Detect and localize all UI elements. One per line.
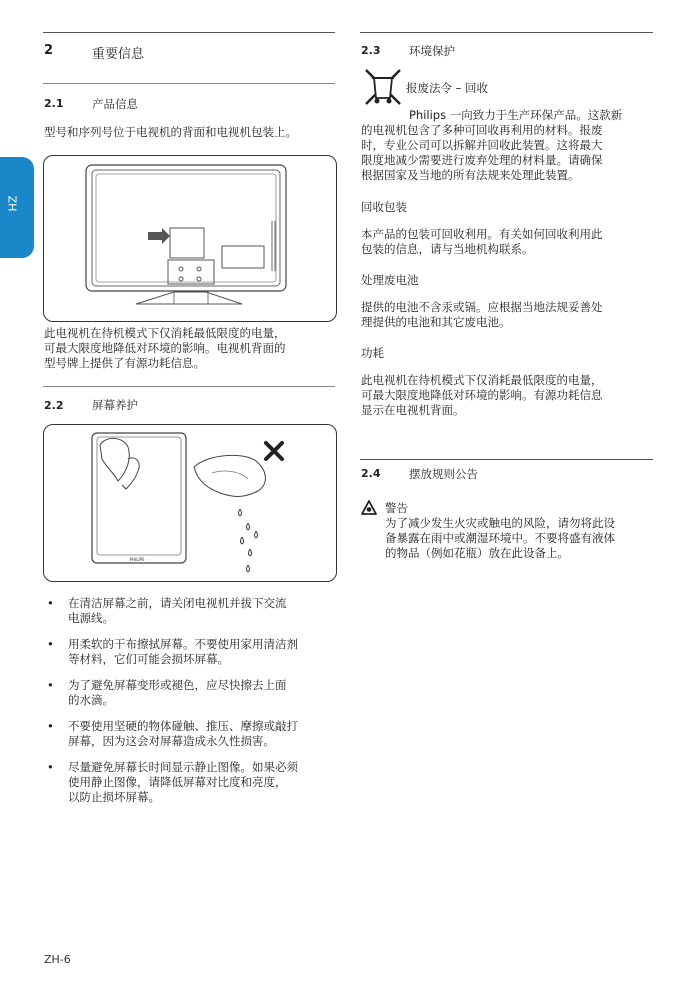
warning-title: 警告 (385, 501, 408, 515)
language-tab (0, 157, 34, 258)
list-item-line: • 为了避免屏幕变形或褪色，应尽快擦去上面 (68, 678, 287, 692)
screen-care-illustration (44, 425, 336, 581)
tv-back-illustration (44, 156, 336, 321)
list-item (44, 719, 336, 749)
list-item-line: 电源线。 (68, 611, 114, 625)
section-rule (43, 83, 335, 84)
recycle-bin-icon (362, 66, 404, 108)
list-item (44, 637, 336, 667)
section-number: 2 (44, 43, 54, 58)
warning-text (385, 516, 615, 561)
caption-line: 可最大限度地降低对环境的影响。电视机背面的 (44, 341, 286, 355)
subsection-title: 屏幕养护 (92, 398, 138, 412)
text-line: 理提供的电池和其它废电池。 (361, 315, 511, 329)
list-item-line: 等材料，它们可能会损坏屏幕。 (68, 652, 229, 666)
power-text (361, 373, 603, 418)
list-item (44, 678, 336, 708)
caption-line: 此电视机在待机模式下仅消耗最低限度的电量， (44, 326, 286, 340)
subsection-number: 2.1 (44, 97, 64, 110)
subsection-title: 摆放规则公告 (409, 467, 478, 481)
screen-care-list (44, 596, 336, 816)
subsection-number: 2.4 (361, 467, 381, 480)
packaging-text (361, 227, 603, 257)
intro-line: 根据国家及当地的所有法规来处理此装置。 (361, 168, 580, 182)
tv-back-figure (43, 155, 337, 322)
list-item (44, 596, 336, 626)
text-line: 提供的电池不含汞或镉。应根据当地法规妥善处 (361, 300, 603, 314)
list-item-line: 使用静止图像，请降低屏幕对比度和亮度， (68, 775, 287, 789)
text-line: 备暴露在雨中或潮湿环境中。不要将盛有液体 (385, 531, 615, 545)
intro-line: 时，专业公司可以拆解并回收此装置。这将最大 (361, 138, 603, 152)
subsection-number: 2.3 (361, 44, 381, 57)
screen-care-figure (43, 424, 337, 582)
text-line: 本产品的包装可回收利用。有关如何回收利用此 (361, 227, 603, 241)
list-item (44, 760, 336, 805)
section-rule (360, 32, 653, 33)
screen-brand: PHILIPS (129, 557, 145, 562)
section-rule (43, 386, 335, 387)
power-title: 功耗 (361, 346, 384, 360)
subsection-title: 产品信息 (92, 97, 138, 111)
list-item-line: • 不要使用坚硬的物体碰触、推压、摩擦或敲打 (68, 719, 298, 733)
list-item-line: 屏幕，因为这会对屏幕造成永久性损害。 (68, 734, 275, 748)
text-line: 包装的信息，请与当地机构联系。 (361, 242, 534, 256)
text-line: 为了减少发生火灾或触电的风险，请勿将此设 (385, 516, 615, 530)
section-rule (43, 32, 335, 33)
section-title: 重要信息 (92, 47, 145, 62)
intro-line: 限度地减少需要进行废弃处理的材料量。请确保 (361, 153, 603, 167)
text-line: 可最大限度地降低对环境的影响。有源功耗信息 (361, 388, 603, 402)
product-info-text: 型号和序列号位于电视机的背面和电视机包装上。 (44, 125, 297, 139)
list-item-line: 的水滴。 (68, 693, 114, 707)
section-rule (360, 459, 653, 460)
text-line: 的物品（例如花瓶）放在此设备上。 (385, 546, 569, 560)
list-item-line: 以防止损坏屏幕。 (68, 790, 160, 804)
warning-icon (361, 500, 377, 515)
environment-intro (361, 108, 622, 183)
text-line: 显示在电视机背面。 (361, 403, 465, 417)
recycle-label: 报废法令 – 回收 (406, 81, 489, 95)
language-tab-label: ZH (5, 195, 19, 212)
battery-text (361, 300, 603, 330)
subsection-number: 2.2 (44, 399, 64, 412)
list-item-line: • 尽量避免屏幕长时间显示静止图像。如果必须 (68, 760, 298, 774)
packaging-title: 回收包装 (361, 200, 407, 214)
text-line: 此电视机在待机模式下仅消耗最低限度的电量， (361, 373, 603, 387)
standby-caption (44, 326, 286, 371)
intro-line: 的电视机包含了多种可回收再利用的材料。报废 (361, 123, 603, 137)
page-number: ZH-6 (44, 953, 71, 966)
battery-title: 处理废电池 (361, 273, 419, 287)
list-item-line: • 用柔软的干布擦拭屏幕。不要使用家用清洁剂 (68, 637, 298, 651)
list-item-line: • 在清洁屏幕之前，请关闭电视机并拔下交流 (68, 596, 287, 610)
subsection-title: 环境保护 (409, 44, 455, 58)
intro-line: Philips 一向致力于生产环保产品。这款新 (409, 108, 623, 122)
caption-line: 型号牌上提供了有源功耗信息。 (44, 356, 205, 370)
